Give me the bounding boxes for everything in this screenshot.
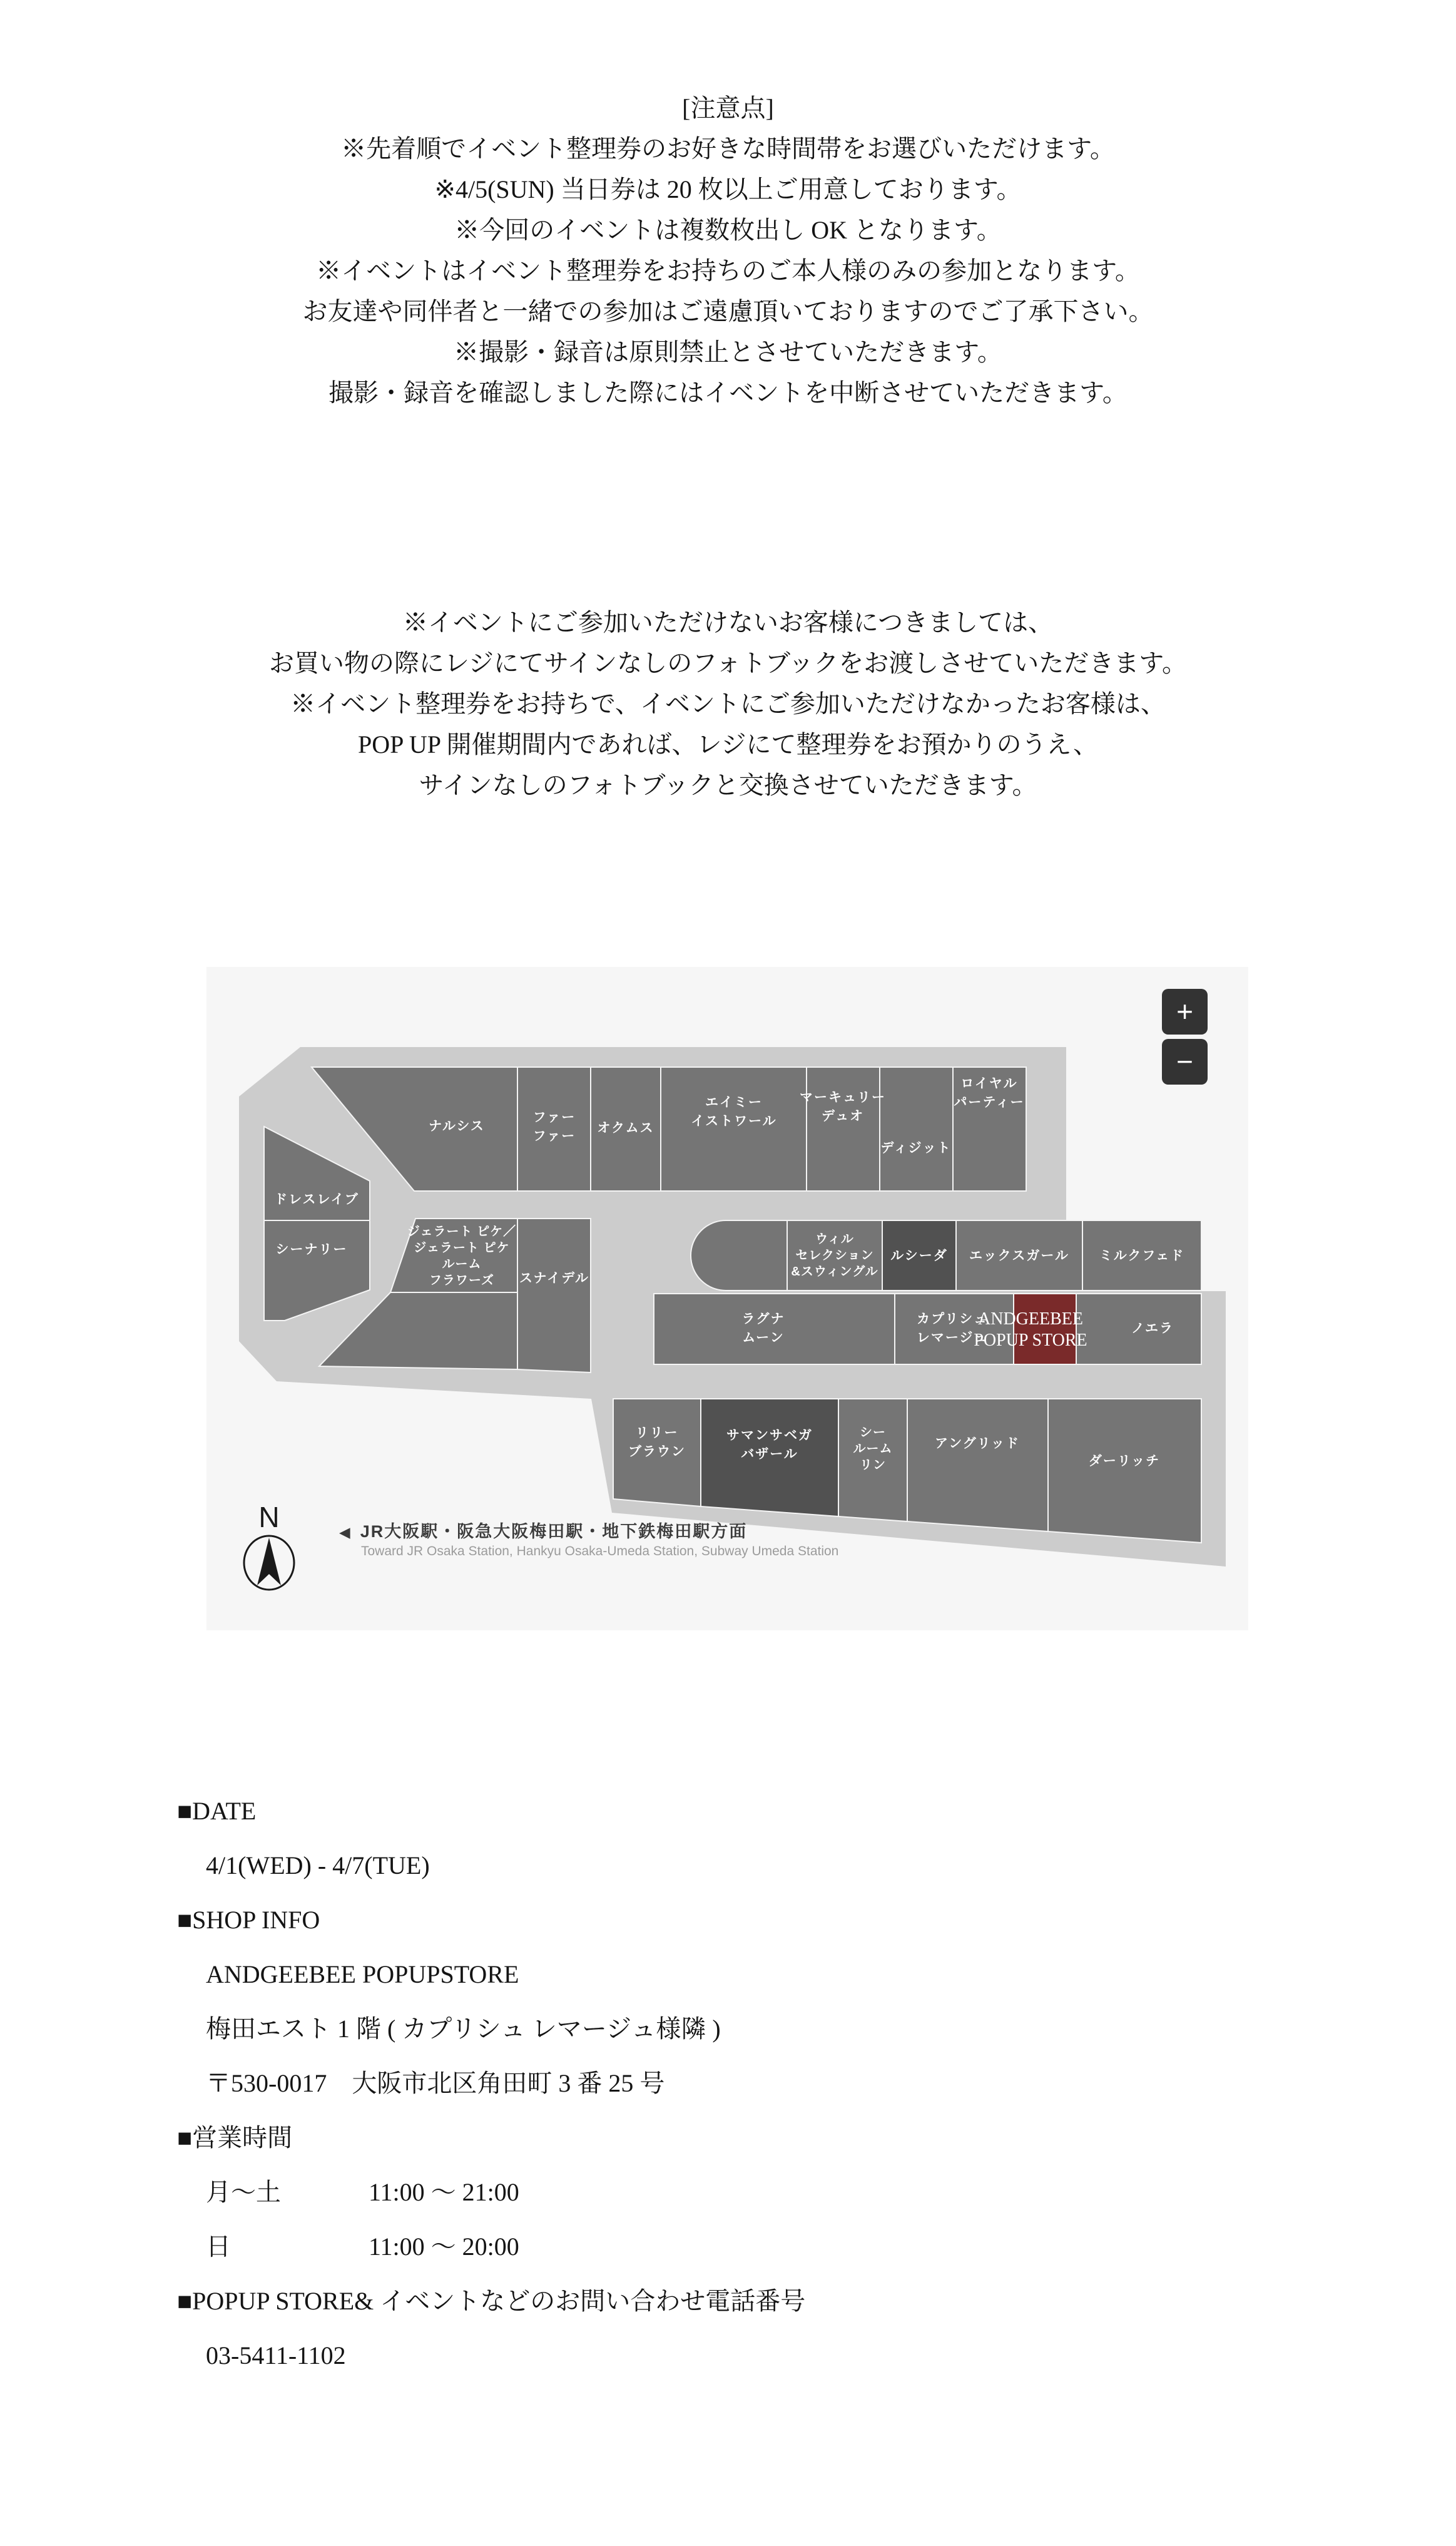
store-block-royal-party xyxy=(953,1067,1026,1191)
floor-map xyxy=(206,967,1248,1630)
store-label: スナイデル xyxy=(519,1271,590,1286)
store-label: シーナリー xyxy=(275,1242,348,1257)
store-block-capricieux-le-mage xyxy=(895,1294,1014,1364)
store-block-noela xyxy=(1076,1294,1201,1364)
store-block-ocums xyxy=(591,1067,661,1191)
store-label: シー ルーム リン xyxy=(853,1426,893,1472)
hours-time: 11:00 ～ 21:00 xyxy=(369,2178,519,2206)
notes-title: [注意点] xyxy=(682,94,774,122)
hours-days: 日 xyxy=(206,2232,231,2261)
store-label: サマンサベガ バザール xyxy=(726,1428,813,1461)
store-block-digit xyxy=(880,1067,953,1191)
store-label: ミルクフェド xyxy=(1099,1249,1185,1263)
photobook-section xyxy=(0,602,1456,805)
store-block-lagunamoon xyxy=(654,1294,895,1364)
store-label: アングリッド xyxy=(935,1436,1020,1451)
store-block-will-selection xyxy=(787,1220,882,1291)
store-label: エックスガール xyxy=(969,1249,1069,1263)
hours-row xyxy=(177,2165,805,2219)
station-direction-jp xyxy=(339,1518,747,1542)
hours-days: 月～土 xyxy=(206,2178,281,2206)
shop-info-section xyxy=(177,1784,805,2383)
photobook-line: ※イベントにご参加いただけないお客様につきましては、 xyxy=(402,608,1054,636)
store-block-snidel xyxy=(517,1219,591,1373)
store-block-lcida xyxy=(882,1220,956,1291)
map-zoom-out-button[interactable]: − xyxy=(1162,1039,1208,1085)
store-label: ウィル セレクション &スウィングル xyxy=(791,1232,878,1279)
notes-line: ※4/5(SUN) 当日券は 20 枚以上ご用意しております。 xyxy=(434,175,1022,203)
photobook-line: サインなしのフォトブックと交換させていただきます。 xyxy=(419,771,1037,799)
notes-line: ※イベントはイベント整理券をお持ちのご本人様のみの参加となります。 xyxy=(316,257,1140,285)
store-label: ノエラ xyxy=(1131,1321,1174,1336)
store-block-round-end xyxy=(691,1220,787,1291)
store-label: ルシーダ xyxy=(890,1249,948,1263)
andgeebee-popup-store-label: ANDGEEBEE POPUP STORE xyxy=(974,1309,1087,1350)
store-label: カプリシュ レマージュ xyxy=(916,1312,989,1345)
store-label: ディジット xyxy=(880,1141,952,1155)
photobook-line: POP UP 開催期間内であれば、レジにて整理券をお預かりのうえ、 xyxy=(358,730,1098,759)
hours-heading: ■営業時間 xyxy=(177,2124,293,2152)
store-label: ファー ファー xyxy=(532,1110,576,1143)
store-label: ロイヤル パーティー xyxy=(954,1076,1025,1110)
notes-section xyxy=(0,88,1456,413)
store-label: オクムス xyxy=(597,1121,654,1135)
date-heading: ■DATE xyxy=(177,1797,257,1825)
store-block-sea-room-lynn xyxy=(838,1399,907,1521)
shop-address: 〒530-0017 大阪市北区角田町 3 番 25 号 xyxy=(206,2069,665,2097)
station-direction-jp-text: JR大阪駅・阪急大阪梅田駅・地下鉄梅田駅方面 xyxy=(360,1522,748,1541)
store-label: ラグナ ムーン xyxy=(741,1312,785,1345)
photobook-line: お買い物の際にレジにてサインなしのフォトブックをお渡しさせていただきます。 xyxy=(269,649,1187,677)
store-label: リリー ブラウン xyxy=(628,1426,686,1459)
station-direction-en: Toward JR Osaka Station, Hankyu Osaka-Umeda Station, Subway Umeda Station xyxy=(361,1544,839,1558)
store-block-x-girl xyxy=(956,1220,1082,1291)
notes-line: ※今回のイベントは複数枚出し OK となります。 xyxy=(454,216,1002,244)
store-block-andgeebee-popup xyxy=(1014,1294,1076,1364)
shop-location: 梅田エスト 1 階 ( カプリシュ レマージュ様隣 ) xyxy=(206,2015,721,2043)
shop-info-heading: ■SHOP INFO xyxy=(177,1906,320,1934)
shop-name: ANDGEEBEE POPUPSTORE xyxy=(206,1960,519,1988)
store-label: エイミー イストワール xyxy=(691,1095,777,1128)
store-label: ドレスレイブ xyxy=(274,1192,359,1207)
notes-line: お友達や同伴者と一緒での参加はご遠慮頂いておりますのでご了承下さい。 xyxy=(302,297,1154,325)
store-block-lily-brown xyxy=(613,1399,701,1506)
date-value: 4/1(WED) - 4/7(TUE) xyxy=(206,1851,430,1879)
store-label: ナルシス xyxy=(429,1119,485,1133)
store-block-eimy-istoire xyxy=(661,1067,807,1191)
store-label: マーキュリー デュオ xyxy=(800,1090,886,1123)
notes-line: ※先着順でイベント整理券のお好きな時間帯をお選びいただけます。 xyxy=(341,135,1115,163)
compass-north-label: N xyxy=(258,1501,280,1533)
compass-icon xyxy=(244,1536,294,1590)
store-label: ジェラート ピケ／ ジェラート ピケ ルーム フラワーズ xyxy=(407,1225,517,1287)
phone-number: 03-5411-1102 xyxy=(206,2341,346,2370)
store-block-samantha-vega-bazaar xyxy=(701,1399,838,1516)
store-block-darich xyxy=(1048,1399,1201,1543)
phone-heading: ■POPUP STORE& イベントなどのお問い合わせ電話番号 xyxy=(177,2287,806,2315)
store-block-fur-fur xyxy=(517,1067,591,1191)
store-block-mercuryduo xyxy=(807,1067,880,1191)
notes-line: ※撮影・録音は原則禁止とさせていただきます。 xyxy=(454,338,1002,366)
map-zoom-in-button[interactable]: + xyxy=(1162,989,1208,1035)
store-block-ungrid xyxy=(907,1399,1048,1531)
hours-row xyxy=(177,2219,805,2274)
hours-time: 11:00 ～ 20:00 xyxy=(369,2232,519,2261)
store-block-milkfed xyxy=(1082,1220,1201,1291)
notes-line: 撮影・録音を確認しました際にはイベントを中断させていただきます。 xyxy=(328,379,1128,407)
photobook-line: ※イベント整理券をお持ちで、イベントにご参加いただけなかったお客様は、 xyxy=(290,690,1166,718)
store-label: ダーリッチ xyxy=(1088,1454,1161,1468)
left-arrow-icon: ◀ xyxy=(339,1524,352,1540)
